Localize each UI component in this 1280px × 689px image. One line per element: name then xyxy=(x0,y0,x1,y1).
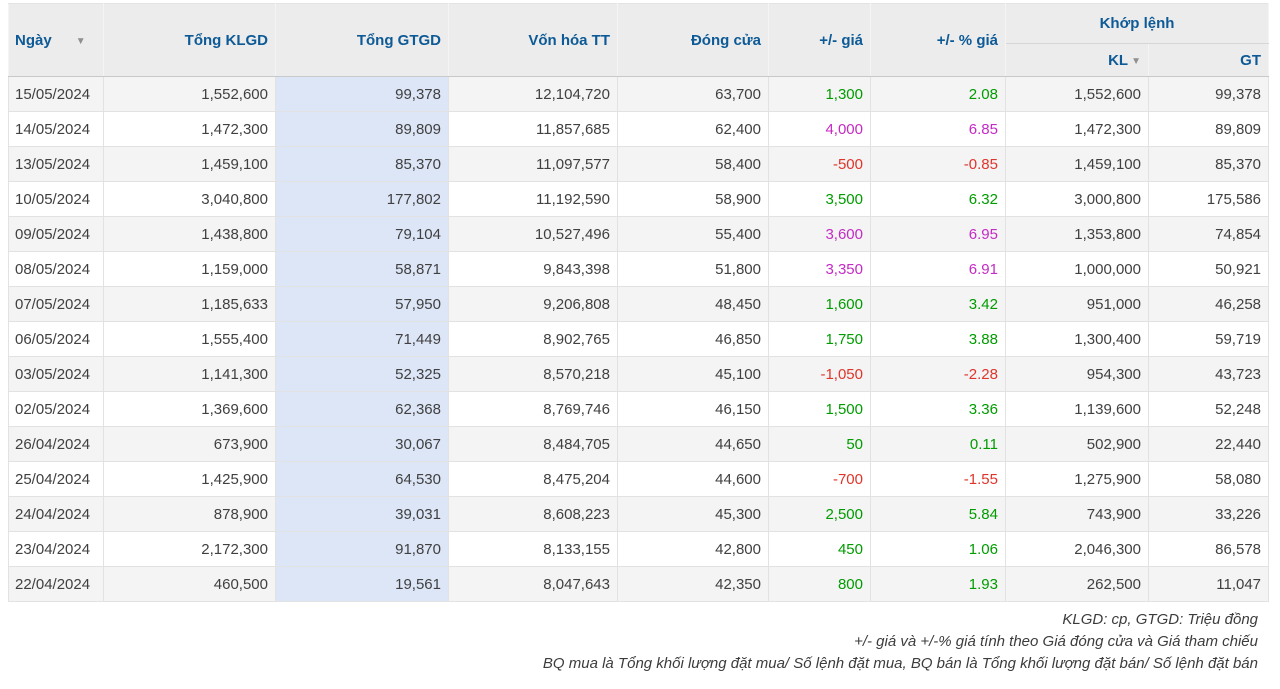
cell-market-cap: 12,104,720 xyxy=(449,77,618,112)
cell-price-change: 800 xyxy=(769,567,871,602)
column-group-matched-orders: Khớp lệnh xyxy=(1006,4,1269,44)
cell-matched-volume: 1,552,600 xyxy=(1006,77,1149,112)
cell-matched-volume: 262,500 xyxy=(1006,567,1149,602)
cell-price-change-pct: 3.42 xyxy=(871,287,1006,322)
cell-date: 02/05/2024 xyxy=(9,392,104,427)
cell-matched-volume: 3,000,800 xyxy=(1006,182,1149,217)
cell-matched-volume: 1,353,800 xyxy=(1006,217,1149,252)
cell-total-value: 19,561 xyxy=(276,567,449,602)
cell-total-value: 99,378 xyxy=(276,77,449,112)
cell-total-volume: 460,500 xyxy=(104,567,276,602)
cell-price-change-pct: 6.95 xyxy=(871,217,1006,252)
column-header-date-label: Ngày xyxy=(15,31,52,49)
cell-matched-volume: 743,900 xyxy=(1006,497,1149,532)
cell-close: 58,900 xyxy=(618,182,769,217)
cell-price-change-pct: 2.08 xyxy=(871,77,1006,112)
cell-total-volume: 1,425,900 xyxy=(104,462,276,497)
cell-market-cap: 8,133,155 xyxy=(449,532,618,567)
cell-price-change-pct: 0.11 xyxy=(871,427,1006,462)
cell-total-volume: 878,900 xyxy=(104,497,276,532)
table-row xyxy=(9,567,1269,602)
cell-total-value: 177,802 xyxy=(276,182,449,217)
cell-total-volume: 1,555,400 xyxy=(104,322,276,357)
table-row xyxy=(9,392,1269,427)
cell-close: 55,400 xyxy=(618,217,769,252)
cell-price-change-pct: 6.91 xyxy=(871,252,1006,287)
column-header-price-change-pct[interactable]: +/- % giá xyxy=(871,4,1006,77)
cell-total-volume: 673,900 xyxy=(104,427,276,462)
cell-market-cap: 8,608,223 xyxy=(449,497,618,532)
table-row xyxy=(9,357,1269,392)
cell-market-cap: 9,206,808 xyxy=(449,287,618,322)
cell-total-value: 71,449 xyxy=(276,322,449,357)
cell-total-volume: 1,159,000 xyxy=(104,252,276,287)
cell-total-value: 30,067 xyxy=(276,427,449,462)
table-row xyxy=(9,532,1269,567)
footnotes xyxy=(0,609,1258,675)
cell-matched-volume: 1,472,300 xyxy=(1006,112,1149,147)
cell-total-value: 89,809 xyxy=(276,112,449,147)
table-row xyxy=(9,287,1269,322)
cell-close: 45,100 xyxy=(618,357,769,392)
cell-price-change: 1,750 xyxy=(769,322,871,357)
cell-close: 46,850 xyxy=(618,322,769,357)
cell-total-value: 64,530 xyxy=(276,462,449,497)
cell-total-value: 57,950 xyxy=(276,287,449,322)
cell-market-cap: 8,484,705 xyxy=(449,427,618,462)
sort-descending-icon: ▼ xyxy=(75,35,86,47)
table-row xyxy=(9,112,1269,147)
cell-matched-volume: 502,900 xyxy=(1006,427,1149,462)
cell-matched-volume: 1,459,100 xyxy=(1006,147,1149,182)
table-row xyxy=(9,427,1269,462)
cell-price-change-pct: -2.28 xyxy=(871,357,1006,392)
column-header-close[interactable]: Đóng cửa xyxy=(618,4,769,77)
cell-close: 51,800 xyxy=(618,252,769,287)
cell-total-value: 39,031 xyxy=(276,497,449,532)
cell-matched-volume: 1,000,000 xyxy=(1006,252,1149,287)
cell-matched-value: 33,226 xyxy=(1149,497,1269,532)
cell-price-change: -500 xyxy=(769,147,871,182)
table-body xyxy=(9,77,1269,602)
cell-total-value: 91,870 xyxy=(276,532,449,567)
cell-matched-volume: 1,300,400 xyxy=(1006,322,1149,357)
cell-matched-value: 99,378 xyxy=(1149,77,1269,112)
table-row xyxy=(9,217,1269,252)
table-row xyxy=(9,497,1269,532)
table-row xyxy=(9,182,1269,217)
cell-matched-value: 46,258 xyxy=(1149,287,1269,322)
column-header-price-change[interactable]: +/- giá xyxy=(769,4,871,77)
cell-price-change: -700 xyxy=(769,462,871,497)
cell-date: 09/05/2024 xyxy=(9,217,104,252)
cell-price-change-pct: -1.55 xyxy=(871,462,1006,497)
cell-total-volume: 2,172,300 xyxy=(104,532,276,567)
cell-price-change: 50 xyxy=(769,427,871,462)
cell-price-change-pct: -0.85 xyxy=(871,147,1006,182)
cell-total-volume: 1,438,800 xyxy=(104,217,276,252)
cell-market-cap: 11,857,685 xyxy=(449,112,618,147)
table-row xyxy=(9,147,1269,182)
cell-date: 13/05/2024 xyxy=(9,147,104,182)
cell-total-volume: 1,552,600 xyxy=(104,77,276,112)
cell-market-cap: 10,527,496 xyxy=(449,217,618,252)
cell-price-change: 1,300 xyxy=(769,77,871,112)
cell-date: 08/05/2024 xyxy=(9,252,104,287)
cell-date: 26/04/2024 xyxy=(9,427,104,462)
column-header-date[interactable] xyxy=(9,4,104,77)
cell-close: 42,800 xyxy=(618,532,769,567)
cell-market-cap: 9,843,398 xyxy=(449,252,618,287)
cell-total-volume: 1,459,100 xyxy=(104,147,276,182)
cell-price-change: 4,000 xyxy=(769,112,871,147)
cell-date: 23/04/2024 xyxy=(9,532,104,567)
cell-total-value: 58,871 xyxy=(276,252,449,287)
column-header-total-volume[interactable]: Tổng KLGD xyxy=(104,4,276,77)
cell-market-cap: 8,570,218 xyxy=(449,357,618,392)
cell-date: 22/04/2024 xyxy=(9,567,104,602)
cell-date: 24/04/2024 xyxy=(9,497,104,532)
cell-matched-value: 86,578 xyxy=(1149,532,1269,567)
table-header xyxy=(9,4,1269,77)
cell-market-cap: 11,192,590 xyxy=(449,182,618,217)
cell-market-cap: 8,769,746 xyxy=(449,392,618,427)
table-row xyxy=(9,462,1269,497)
cell-close: 63,700 xyxy=(618,77,769,112)
cell-matched-value: 175,586 xyxy=(1149,182,1269,217)
cell-price-change: 2,500 xyxy=(769,497,871,532)
cell-matched-volume: 1,275,900 xyxy=(1006,462,1149,497)
cell-date: 10/05/2024 xyxy=(9,182,104,217)
cell-price-change: 1,500 xyxy=(769,392,871,427)
table-row xyxy=(9,77,1269,112)
cell-date: 03/05/2024 xyxy=(9,357,104,392)
cell-market-cap: 8,902,765 xyxy=(449,322,618,357)
cell-price-change-pct: 3.88 xyxy=(871,322,1006,357)
cell-date: 06/05/2024 xyxy=(9,322,104,357)
cell-market-cap: 11,097,577 xyxy=(449,147,618,182)
cell-close: 42,350 xyxy=(618,567,769,602)
cell-matched-value: 89,809 xyxy=(1149,112,1269,147)
cell-close: 62,400 xyxy=(618,112,769,147)
price-history-table xyxy=(8,3,1269,602)
cell-price-change-pct: 1.06 xyxy=(871,532,1006,567)
cell-matched-volume: 951,000 xyxy=(1006,287,1149,322)
column-header-matched-volume[interactable] xyxy=(1006,44,1149,77)
column-header-market-cap[interactable]: Vốn hóa TT xyxy=(449,4,618,77)
cell-total-volume: 1,369,600 xyxy=(104,392,276,427)
cell-matched-volume: 1,139,600 xyxy=(1006,392,1149,427)
column-header-matched-volume-label: KL xyxy=(1108,51,1129,69)
sort-descending-icon: ▼ xyxy=(1131,55,1141,67)
cell-price-change: 1,600 xyxy=(769,287,871,322)
cell-close: 44,650 xyxy=(618,427,769,462)
cell-price-change-pct: 1.93 xyxy=(871,567,1006,602)
cell-date: 14/05/2024 xyxy=(9,112,104,147)
cell-close: 58,400 xyxy=(618,147,769,182)
table-row xyxy=(9,252,1269,287)
cell-total-value: 79,104 xyxy=(276,217,449,252)
cell-price-change: 3,600 xyxy=(769,217,871,252)
cell-close: 48,450 xyxy=(618,287,769,322)
cell-matched-volume: 2,046,300 xyxy=(1006,532,1149,567)
cell-total-value: 62,368 xyxy=(276,392,449,427)
cell-total-value: 85,370 xyxy=(276,147,449,182)
cell-price-change-pct: 5.84 xyxy=(871,497,1006,532)
cell-date: 07/05/2024 xyxy=(9,287,104,322)
cell-price-change-pct: 3.36 xyxy=(871,392,1006,427)
cell-price-change: -1,050 xyxy=(769,357,871,392)
cell-total-volume: 1,141,300 xyxy=(104,357,276,392)
footnote-change-calculation: +/- giá và +/-% giá tính theo Giá đóng cửa và Giá tham chiếu xyxy=(854,633,1258,650)
column-header-total-value[interactable]: Tổng GTGD xyxy=(276,4,449,77)
column-header-matched-value[interactable]: GT xyxy=(1149,44,1269,77)
cell-date: 15/05/2024 xyxy=(9,77,104,112)
cell-price-change-pct: 6.32 xyxy=(871,182,1006,217)
cell-matched-value: 58,080 xyxy=(1149,462,1269,497)
footnote-avg-order-definition: BQ mua là Tổng khối lượng đặt mua/ Số lệnh đặt mua, BQ bán là Tổng khối lượng đặt bán/ Số lệnh đặt bán xyxy=(542,655,1258,672)
cell-price-change-pct: 6.85 xyxy=(871,112,1006,147)
cell-total-volume: 1,472,300 xyxy=(104,112,276,147)
cell-total-volume: 3,040,800 xyxy=(104,182,276,217)
cell-matched-value: 22,440 xyxy=(1149,427,1269,462)
cell-matched-value: 74,854 xyxy=(1149,217,1269,252)
cell-price-change: 450 xyxy=(769,532,871,567)
cell-matched-value: 52,248 xyxy=(1149,392,1269,427)
cell-close: 44,600 xyxy=(618,462,769,497)
cell-date: 25/04/2024 xyxy=(9,462,104,497)
cell-matched-volume: 954,300 xyxy=(1006,357,1149,392)
cell-matched-value: 85,370 xyxy=(1149,147,1269,182)
table-row xyxy=(9,322,1269,357)
cell-market-cap: 8,475,204 xyxy=(449,462,618,497)
footnote-units: KLGD: cp, GTGD: Triệu đồng xyxy=(1062,611,1258,628)
cell-market-cap: 8,047,643 xyxy=(449,567,618,602)
cell-matched-value: 11,047 xyxy=(1149,567,1269,602)
cell-total-value: 52,325 xyxy=(276,357,449,392)
cell-total-volume: 1,185,633 xyxy=(104,287,276,322)
cell-close: 46,150 xyxy=(618,392,769,427)
cell-price-change: 3,500 xyxy=(769,182,871,217)
cell-matched-value: 43,723 xyxy=(1149,357,1269,392)
cell-close: 45,300 xyxy=(618,497,769,532)
cell-matched-value: 50,921 xyxy=(1149,252,1269,287)
cell-matched-value: 59,719 xyxy=(1149,322,1269,357)
cell-price-change: 3,350 xyxy=(769,252,871,287)
